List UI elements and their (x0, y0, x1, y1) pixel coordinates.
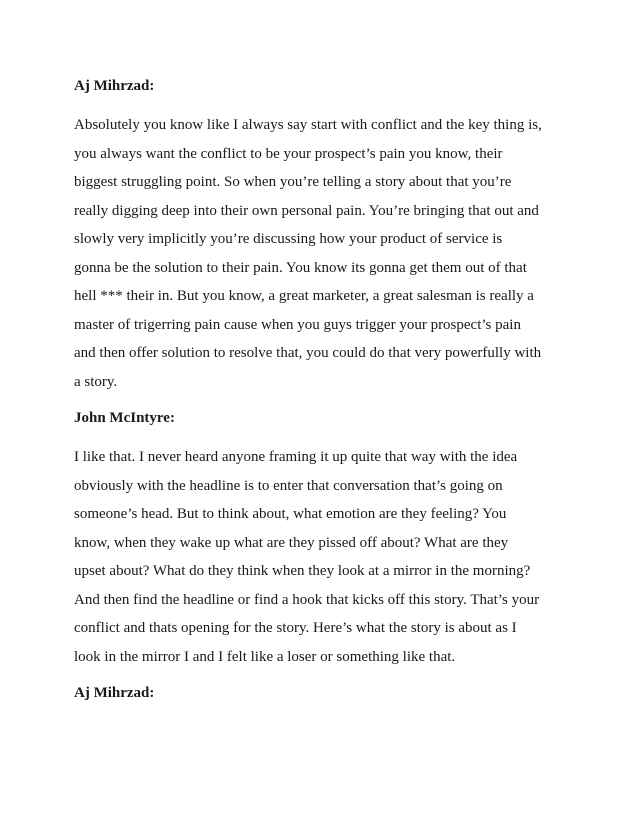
text-line: obviously with the headline is to enter that conversation that’s going on (74, 477, 503, 494)
speaker-heading: Aj Mihrzad: (74, 78, 155, 94)
text-line: biggest struggling point. So when you’re telling a story about that you’re (74, 174, 512, 190)
text-line: you always want the conflict to be your prospect’s pain you know, their (74, 145, 503, 162)
text-line: look in the mirror I and I felt like a loser or something like that. (74, 648, 456, 665)
text-line: Absolutely you know like I always say start with conflict and the key thing is, (74, 117, 542, 133)
text-line: And then find the headline or find a hook that kicks off this story. That’s your (74, 591, 540, 608)
text-line: know, when they wake up what are they pissed off about? What are they (74, 534, 509, 551)
text-line: I like that. I never heard anyone framing it up quite that way with the idea (74, 449, 518, 465)
text-line: and then offer solution to resolve that, you could do that very powerfully with (74, 345, 542, 361)
text-line: hell *** their in. But you know, a great marketer, a great salesman is really a (74, 288, 534, 304)
speaker-heading: Aj Mihrzad: (74, 685, 155, 701)
paragraph (74, 443, 574, 671)
text-line: gonna be the solution to their pain. You know its gonna get them out of that (74, 259, 527, 276)
paragraph (74, 111, 574, 396)
document-page (74, 74, 574, 705)
text-line: someone’s head. But to think about, what emotion are they feeling? You (74, 506, 507, 522)
text-line: upset about? What do they think when they look at a mirror in the morning? (74, 563, 531, 579)
text-line: really digging deep into their own personal pain. You’re bringing that out and (74, 202, 539, 219)
text-line: conflict and thats opening for the story. Here’s what the story is about as I (74, 620, 517, 636)
text-line: master of trigerring pain cause when you guys trigger your prospect’s pain (74, 316, 521, 333)
text-line: slowly very implicitly you’re discussing how your product of service is (74, 231, 503, 247)
text-line: a story. (74, 373, 118, 390)
speaker-heading: John McIntyre: (74, 410, 175, 426)
